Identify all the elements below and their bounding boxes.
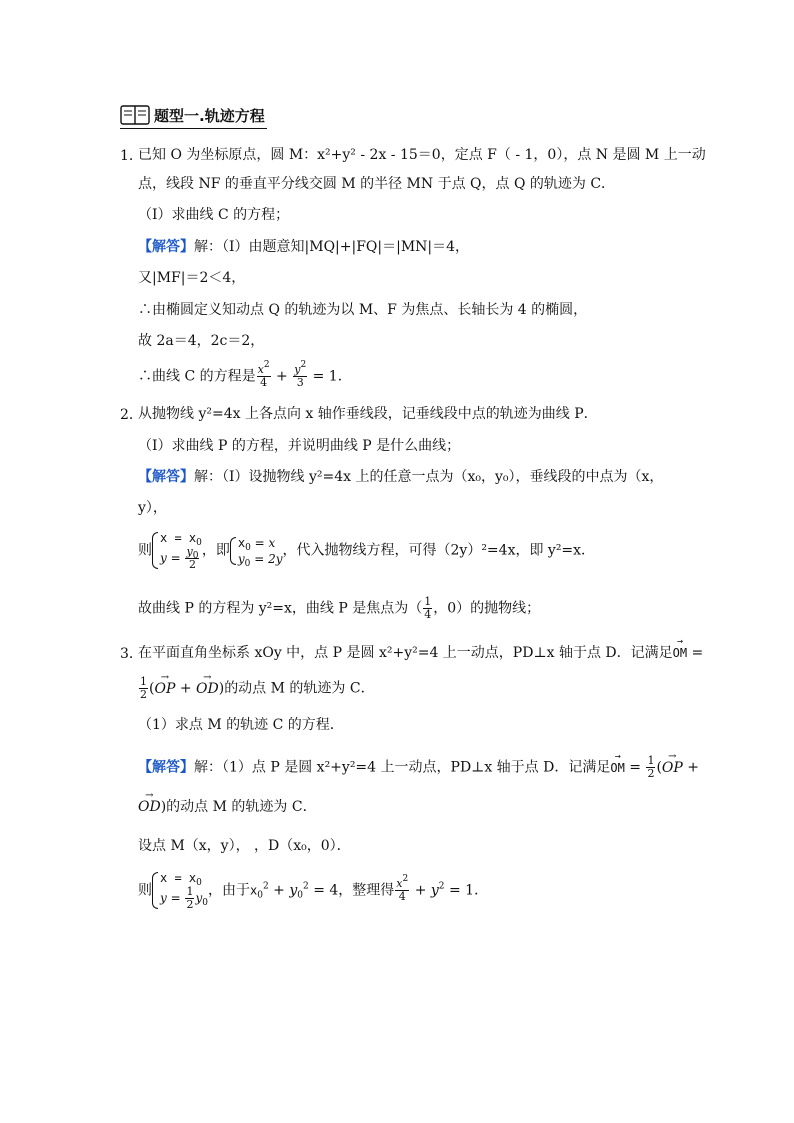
problem-3-number: 3． [120, 646, 143, 662]
problem-3-stem-line1 [138, 643, 703, 663]
heading-text: 题型一.轨迹方程 [154, 106, 265, 125]
answer-tag: 【解答】 [138, 469, 194, 485]
equation-system-3 [152, 870, 208, 911]
math-paren: ) [218, 680, 225, 697]
solution-text: 在平面直角坐标系 xOy 中，点 P 是圆 x²+y²=4 上一动点，PD⊥x 轴于点 D．记满足 [138, 645, 673, 661]
vector-om: → OM [610, 758, 624, 778]
math-expr: y [237, 551, 245, 566]
problem-1-stem-line2: 点，线段 NF 的垂直平分线交圆 M 的半径 MN 于点 Q，点 Q 的轨迹为 C． [138, 176, 616, 192]
solution-text: 解：（1）点 P 是圆 x²+y²=4 上一动点，PD⊥x 轴于点 D．记满足 [194, 759, 611, 776]
vector-od: → OD [138, 797, 161, 817]
solution-text: 的动点 M 的轨迹为 C． [224, 680, 375, 697]
math-var: x [250, 883, 258, 898]
solution-text: 解：（Ⅰ）设抛物线 y²=4x 上的任意一点为（x₀，y₀），垂线段的中点为（x， [194, 469, 664, 485]
book-icon [120, 104, 150, 126]
fraction-1-over-2 [185, 886, 194, 911]
equation-system-2 [230, 535, 283, 567]
math-sub: 0 [244, 558, 251, 569]
solution-text: 则 [138, 542, 152, 559]
problem-3-solution-line3 [138, 870, 488, 911]
math-paren: ( [656, 759, 662, 776]
math-denom: 2 [188, 558, 196, 571]
section-heading [120, 104, 267, 129]
vector-om: → OM [673, 643, 687, 663]
math-denom: 2 [186, 898, 194, 911]
math-exp: 2 [300, 360, 307, 370]
problem-1-solution-line2: 又|MF|＝2＜4， [138, 270, 246, 286]
fraction-1-over-4 [423, 596, 432, 621]
math-var: x [396, 877, 403, 890]
math-var: y [186, 545, 193, 558]
math-var: x [257, 363, 264, 376]
math-sub: 0 [245, 542, 251, 553]
fraction-x2-over-4 [395, 874, 409, 903]
fraction-y0-over-2 [185, 546, 199, 571]
math-num: 1 [647, 754, 655, 767]
math-expr: = x [254, 535, 276, 550]
vector-od: → OD [196, 679, 219, 699]
math-op: + [687, 759, 700, 776]
math-var: y [294, 363, 301, 376]
solution-text: 故曲线 P 的方程为 y²=x，曲线 P 是焦点为（ [138, 600, 423, 617]
math-paren: ) [160, 799, 167, 815]
problem-2-stem: 从抛物线 y²=4x 上各点向 x 轴作垂线段，记垂线段中点的轨迹为曲线 P． [138, 406, 598, 422]
vector-op: → OP [662, 758, 683, 778]
solution-text: = 4，整理得 [313, 882, 395, 899]
math-op: = [691, 645, 704, 661]
math-denom: 4 [260, 376, 268, 389]
math-op: + [276, 368, 288, 385]
solution-text: ，代入抛物线方程，可得（2y）²=4x，即 y²=x． [282, 542, 596, 559]
problem-3-solution-line1 [138, 755, 699, 780]
problem-1-question: （Ⅰ）求曲线 C 的方程； [138, 207, 290, 223]
math-op: + [414, 882, 427, 899]
math-op: + [273, 882, 285, 899]
math-num: 1 [424, 595, 432, 608]
math-sub: 0 [202, 898, 208, 908]
solution-text: ，即 [201, 542, 230, 559]
math-expr: x = x [160, 531, 197, 545]
fraction-1-over-2 [646, 755, 655, 780]
solution-text: ，由于 [208, 882, 250, 899]
math-denom: 4 [398, 890, 406, 903]
math-expr: y = [160, 891, 181, 905]
solution-text: ∴曲线 C 的方程是 [138, 368, 256, 385]
problem-3-solution-line1b [138, 797, 317, 817]
fraction-y2-over-3 [293, 360, 307, 389]
math-sub: 0 [192, 551, 199, 561]
math-exp: 2 [402, 874, 409, 884]
problem-1-solution-line5 [138, 360, 352, 389]
solution-text: = 1． [448, 882, 489, 899]
math-paren: ( [149, 680, 155, 697]
problem-3-stem-line2 [138, 676, 375, 701]
problem-1-solution-line1 [138, 237, 469, 257]
math-sub: 0 [196, 878, 202, 888]
solution-text: = 1． [312, 368, 352, 385]
solution-text: 解：（Ⅰ）由题意知|MQ|+|FQ|＝|MN|＝4， [194, 239, 470, 255]
math-sub: 0 [196, 538, 202, 548]
math-denom: 2 [140, 688, 147, 701]
math-num: 1 [140, 675, 147, 688]
math-sub: 0 [297, 890, 303, 901]
answer-tag: 【解答】 [138, 759, 194, 776]
problem-1-stem-line1: 已知 O 为坐标原点，圆 M：x²+y² - 2x - 15＝0，定点 F（ - 1，0），点 N 是圆 M 上一动 [138, 147, 706, 163]
problem-1-solution-line3: ∴由椭圆定义知动点 Q 的轨迹为以 M、F 为焦点、长轴长为 4 的椭圆， [138, 302, 588, 318]
math-op: = [629, 759, 641, 776]
math-denom: 2 [647, 767, 655, 780]
math-exp: 2 [303, 881, 309, 892]
math-sub: 0 [257, 890, 263, 901]
fraction-x2-over-4 [257, 360, 271, 389]
problem-3-solution-line2: 设点 M（x，y）， ，D（x₀，0）． [138, 838, 351, 854]
math-exp: 2 [263, 360, 270, 370]
equation-system-1 [152, 530, 202, 571]
math-expr: x [237, 535, 246, 550]
problem-2-solution-line3 [138, 596, 540, 621]
math-var: y [289, 882, 298, 899]
problem-2-solution-line2 [138, 530, 595, 571]
problem-3-question: （1）求点 M 的轨迹 C 的方程． [138, 717, 344, 733]
math-op: + [179, 680, 192, 697]
problem-2-number: 2． [120, 407, 143, 423]
problem-1-solution-line4: 故 2a＝4，2c＝2， [138, 333, 265, 349]
math-expr: = 2y [254, 551, 283, 566]
math-expr: y = [160, 551, 181, 565]
problem-2-solution-line1b: y）， [138, 500, 167, 516]
math-expr: x = x [160, 871, 197, 885]
math-denom: 3 [296, 376, 304, 389]
math-var: y [430, 882, 439, 899]
problem-2-solution-line1 [138, 467, 663, 487]
math-num: 1 [186, 885, 194, 898]
vector-op: → OP [154, 679, 175, 699]
problem-1-number: 1． [120, 148, 143, 164]
problem-2-question: （Ⅰ）求曲线 P 的方程，并说明曲线 P 是什么曲线； [138, 438, 461, 454]
solution-text: 的动点 M 的轨迹为 C． [166, 799, 317, 815]
math-denom: 4 [424, 608, 432, 621]
math-exp: 2 [438, 881, 445, 892]
fraction-1-over-2 [139, 676, 148, 701]
math-var: y [195, 891, 203, 905]
solution-text: 则 [138, 882, 152, 899]
solution-text: ，0）的抛物线； [433, 600, 541, 617]
answer-tag: 【解答】 [138, 239, 194, 255]
math-exp: 2 [262, 881, 269, 892]
